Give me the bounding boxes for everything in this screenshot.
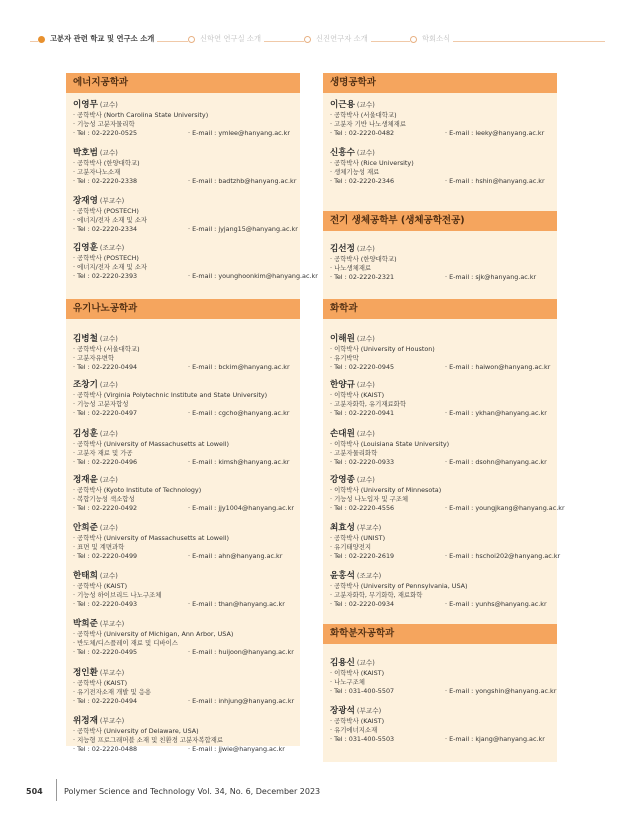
faculty-name-text: 장재영 [73,196,98,206]
faculty-email[interactable]: · E-mail : inhjung@hanyang.ac.kr [188,697,295,706]
faculty-tel: · Tel : 02-2220-0499 [73,552,138,561]
faculty-contact [73,363,297,372]
faculty-name [73,147,297,159]
faculty-tel: · Tel : 02-2220-0933 [330,458,395,467]
journal-citation: Polymer Science and Technology Vol. 34, No. 6, December 2023 [64,787,321,796]
faculty-tel: · Tel : 02-2220-0497 [73,409,138,418]
department-header: 에너지공학과 [66,73,300,93]
faculty-email[interactable]: · E-mail : hschoi202@hanyang.ac.kr [445,552,561,561]
faculty-contact [73,745,297,754]
faculty-name [330,147,554,159]
faculty-degree: · 공학박사 (Virginia Polytechnic Institute and State University) [73,391,268,399]
faculty-contact [330,129,554,138]
faculty-tel: · Tel : 02-2220-0494 [73,697,138,706]
faculty-entry [330,428,554,468]
nav-bullet-icon [410,36,417,43]
nav-bullet-icon [38,36,45,43]
faculty-entry [330,705,554,745]
faculty-rank: (교수) [356,430,375,438]
section-nav [0,33,622,47]
faculty-name-text: 강영종 [330,475,355,485]
faculty-rank: (교수) [99,524,118,532]
faculty-field: · 유기에너지소재 [330,726,378,735]
faculty-name [73,242,297,254]
faculty-contact [330,735,554,744]
faculty-tel: · Tel : 02-2220-0493 [73,600,138,609]
faculty-contact [73,225,297,234]
faculty-contact [73,600,297,609]
faculty-degree: · 공학박사 (KAIST) [73,582,128,590]
faculty-entry [330,570,554,610]
faculty-rank: (교수) [356,149,375,157]
faculty-email[interactable]: · E-mail : haiwon@hanyang.ac.kr [445,363,551,372]
faculty-email[interactable]: · E-mail : dsohn@hanyang.ac.kr [445,458,547,467]
faculty-rank: (부교수) [356,707,382,715]
department-header: 생명공학과 [323,73,557,93]
faculty-field: · 고분자나노소재 [73,168,121,177]
faculty-tel: · Tel : 02-2220-0945 [330,363,395,372]
faculty-email[interactable]: · E-mail : jjwie@hanyang.ac.kr [188,745,285,754]
faculty-name-text: 김선정 [330,244,355,254]
faculty-tel: · Tel : 02-2220-0941 [330,409,395,418]
faculty-contact [330,273,554,282]
faculty-name [73,195,297,207]
faculty-name [330,379,554,391]
faculty-contact [330,458,554,467]
faculty-name [73,99,297,111]
faculty-name-text: 이근용 [330,100,355,110]
faculty-tel: · Tel : 02-2220-2393 [73,272,138,281]
faculty-entry [73,618,297,658]
faculty-tel: · Tel : 02-2220-2334 [73,225,138,234]
faculty-name-text: 박희준 [73,619,98,629]
faculty-name-text: 김영훈 [73,243,98,253]
faculty-degree: · 공학박사 (한양대학교) [330,255,397,263]
faculty-contact [73,697,297,706]
faculty-name-text: 위정재 [73,716,98,726]
faculty-degree: · 공학박사 (POSTECH) [73,254,139,262]
faculty-name-text: 이영무 [73,100,98,110]
faculty-rank: (교수) [356,381,375,389]
faculty-field: · 지능형 프로그래머블 소재 및 친환경 고분자복합재료 [73,736,224,745]
faculty-degree: · 공학박사 (University of Massachusetts at Lowell) [73,534,230,542]
faculty-contact [330,552,561,561]
faculty-degree: · 공학박사 (North Carolina State University) [73,111,209,119]
faculty-email[interactable]: · E-mail : jyjang15@hanyang.ac.kr [188,225,298,234]
faculty-rank: (교수) [356,101,375,109]
left-column [66,73,318,754]
faculty-degree: · 이학박사 (KAIST) [330,669,385,677]
faculty-name [330,243,554,255]
faculty-name [330,705,554,717]
faculty-name-text: 손대원 [330,429,355,439]
department-header: 화학과 [323,299,557,319]
faculty-rank: (조교수) [99,244,125,252]
faculty-entry [73,428,297,468]
faculty-contact [330,687,557,696]
faculty-email[interactable]: · E-mail : yunhs@hanyang.ac.kr [445,600,547,609]
faculty-email[interactable]: · E-mail : ahn@hanyang.ac.kr [188,552,283,561]
faculty-rank: (교수) [99,101,118,109]
faculty-rank: (교수) [99,335,118,343]
faculty-degree: · 공학박사 (Kyoto Institute of Technology) [73,486,202,494]
faculty-name-text: 한양규 [330,380,355,390]
faculty-name-text: 김병철 [73,334,98,344]
faculty-entry [73,242,318,282]
faculty-email[interactable]: · E-mail : huijoon@hanyang.ac.kr [188,648,294,657]
faculty-field: · 표면 및 계면과학 [73,543,125,552]
faculty-email[interactable]: · E-mail : kimsh@hanyang.ac.kr [188,458,290,467]
faculty-email[interactable]: · E-mail : cgcho@hanyang.ac.kr [188,409,290,418]
faculty-field: · 기능성 고분자물리학 [73,120,135,129]
faculty-entry [330,474,565,514]
faculty-tel: · Tel : 02-2220-0492 [73,504,138,513]
faculty-entry [330,147,554,187]
nav-label: 신학연 연구실 소개 [200,34,262,43]
faculty-contact [330,409,554,418]
faculty-name [330,428,554,440]
faculty-contact [73,458,297,467]
faculty-name [73,474,297,486]
faculty-name [73,522,297,534]
faculty-name-text: 한태희 [73,571,98,581]
faculty-name-text: 정인환 [73,668,98,678]
nav-item-news[interactable] [410,34,453,44]
faculty-field: · 유기태양전지 [330,543,372,552]
faculty-field: · 기능성 하이브리드 나노구조체 [73,591,162,600]
faculty-name [330,333,554,345]
faculty-name [330,522,554,534]
faculty-email[interactable]: · E-mail : badtzhb@hanyang.ac.kr [188,177,297,186]
department-header: 전기 생체공학부 (생체공학전공) [323,211,557,231]
faculty-name-text: 김용신 [330,658,355,668]
nav-item-labs[interactable] [188,34,264,44]
faculty-tel: · Tel : 02-2220-0494 [73,363,138,372]
faculty-tel: · Tel : 02-2220-2321 [330,273,395,282]
faculty-name [73,428,297,440]
faculty-contact [330,363,554,372]
faculty-tel: · Tel : 02-2220-0496 [73,458,138,467]
faculty-name-text: 안희준 [73,523,98,533]
faculty-rank: (교수) [99,381,118,389]
faculty-name-text: 장광석 [330,706,355,716]
nav-label: 신진연구자 소개 [316,34,368,43]
faculty-contact [73,552,297,561]
nav-item-researchers[interactable] [304,34,371,44]
faculty-field: · 고분자화학, 무기화학, 재료화학 [330,591,423,600]
faculty-rank: (교수) [99,430,118,438]
faculty-degree: · 공학박사 (POSTECH) [73,207,139,215]
page-number: 504 [26,787,43,796]
faculty-field: · 고분자유변학 [73,354,115,363]
faculty-degree: · 공학박사 (Rice University) [330,159,414,167]
faculty-field: · 유기전자소재 개발 및 응용 [73,688,152,697]
faculty-degree: · 공학박사 (UNIST) [330,534,386,542]
faculty-degree: · 공학박사 (한양대학교) [73,159,140,167]
faculty-contact [73,409,297,418]
faculty-name-text: 정재윤 [73,475,98,485]
faculty-field: · 고분자화학, 유기재료화학 [330,400,407,409]
faculty-contact [73,272,318,281]
faculty-entry [330,243,554,283]
faculty-tel: · Tel : 02-2220-0495 [73,648,138,657]
faculty-rank: (교수) [99,149,118,157]
faculty-tel: · Tel : 02-2220-0934 [330,600,395,609]
faculty-rank: (부교수) [99,717,125,725]
faculty-field: · 기능성 고분자합성 [73,400,129,409]
faculty-entry [73,195,297,235]
faculty-entry [330,333,554,373]
faculty-rank: (부교수) [99,197,125,205]
faculty-email[interactable]: · E-mail : younghoonkim@hanyang.ac.kr [188,272,318,281]
faculty-rank: (교수) [356,659,375,667]
faculty-field: · 나노구조체 [330,678,365,687]
faculty-entry [73,522,297,562]
faculty-field: · 나노생체재료 [330,264,372,273]
faculty-name [73,333,297,345]
faculty-email[interactable]: · E-mail : leeky@hanyang.ac.kr [445,129,545,138]
nav-bullet-icon [188,36,195,43]
faculty-rank: (교수) [356,335,375,343]
faculty-field: · 기능성 나노입자 및 구조체 [330,495,409,504]
faculty-name-text: 윤홍석 [330,571,355,581]
faculty-name-text: 최효성 [330,523,355,533]
department-header: 화학분자공학과 [323,624,557,644]
faculty-email[interactable]: · E-mail : youngjkang@hanyang.ac.kr [445,504,565,513]
faculty-field: · 에너지/전자 소재 및 소자 [73,263,148,272]
faculty-degree: · 공학박사 (University of Massachusetts at Lowell) [73,440,230,448]
faculty-name-text: 조창기 [73,380,98,390]
faculty-name-text: 이해원 [330,334,355,344]
footer-divider [56,779,57,801]
faculty-field: · 고분자 기반 나노생체재료 [330,120,407,129]
faculty-contact [73,648,297,657]
faculty-entry [73,379,297,419]
left-panel [66,73,318,754]
faculty-contact [73,177,297,186]
faculty-name-text: 신흥수 [330,148,355,158]
faculty-field: · 생체기능성 재료 [330,168,380,177]
faculty-tel: · Tel : 02-2220-4556 [330,504,395,513]
faculty-entry [73,474,297,514]
faculty-degree: · 이학박사 (University of Minnesota) [330,486,442,494]
faculty-degree: · 이학박사 (University of Houston) [330,345,435,353]
faculty-rank: (부교수) [356,524,382,532]
faculty-rank: (교수) [356,476,375,484]
faculty-name-text: 박호범 [73,148,98,158]
faculty-name [73,570,297,582]
faculty-name [73,667,297,679]
department-header: 유기나노공학과 [66,299,300,319]
faculty-email[interactable]: · E-mail : ykhan@hanyang.ac.kr [445,409,547,418]
faculty-tel: · Tel : 02-2220-0525 [73,129,138,138]
right-column [323,73,565,762]
faculty-entry [330,379,554,419]
faculty-contact [330,600,554,609]
faculty-degree: · 이학박사 (Louisiana State University) [330,440,450,448]
faculty-tel: · Tel : 02-2220-0488 [73,745,138,754]
faculty-tel: · Tel : 031-400-5503 [330,735,395,744]
faculty-degree: · 공학박사 (서울대학교) [330,111,397,119]
faculty-name [73,379,297,391]
faculty-contact [330,504,565,513]
nav-bullet-icon [304,36,311,43]
faculty-name [73,618,297,630]
faculty-degree: · 공학박사 (KAIST) [330,717,385,725]
faculty-email[interactable]: · E-mail : bckim@hanyang.ac.kr [188,363,290,372]
faculty-email[interactable]: · E-mail : ymlee@hanyang.ac.kr [188,129,290,138]
faculty-contact [73,504,297,513]
faculty-email[interactable]: · E-mail : hshin@hanyang.ac.kr [445,177,545,186]
faculty-degree: · 공학박사 (University of Pennsylvania, USA) [330,582,468,590]
faculty-field: · 반도체/디스플레이 재료 및 디바이스 [73,639,178,648]
faculty-entry [73,667,297,707]
faculty-contact [330,177,554,186]
faculty-field: · 고분자 재료 및 가공 [73,449,133,458]
faculty-email[interactable]: · E-mail : than@hanyang.ac.kr [188,600,285,609]
faculty-name [330,657,554,669]
faculty-email[interactable]: · E-mail : jjy1004@hanyang.ac.kr [188,504,294,513]
faculty-entry [73,570,297,610]
faculty-tel: · Tel : 02-2220-0482 [330,129,395,138]
faculty-field: · 유기박막 [330,354,359,363]
faculty-rank: (조교수) [356,572,382,580]
faculty-rank: (교수) [356,245,375,253]
faculty-email[interactable]: · E-mail : sjk@hanyang.ac.kr [445,273,537,282]
faculty-degree: · 공학박사 (서울대학교) [73,345,140,353]
faculty-field: · 복합기능성 색소합성 [73,495,135,504]
faculty-degree: · 공학박사 (KAIST) [73,679,128,687]
faculty-field: · 고분자물리화학 [330,449,378,458]
nav-label: 고분자 관련 학교 및 연구소 소개 [50,34,155,43]
faculty-entry [73,99,297,139]
faculty-entry [330,657,557,697]
faculty-entry [73,333,297,373]
faculty-tel: · Tel : 031-400-5507 [330,687,395,696]
faculty-field: · 에너지/전자 소재 및 소자 [73,216,148,225]
faculty-name-text: 김성훈 [73,429,98,439]
faculty-tel: · Tel : 02-2220-2346 [330,177,395,186]
faculty-degree: · 공학박사 (University of Delaware, USA) [73,727,199,735]
faculty-name [330,99,554,111]
nav-label: 학회소식 [422,34,451,43]
faculty-entry [73,715,297,755]
faculty-rank: (부교수) [99,620,125,628]
faculty-entry [330,522,561,562]
faculty-entry [330,99,554,139]
faculty-rank: (부교수) [99,669,125,677]
faculty-degree: · 이학박사 (KAIST) [330,391,385,399]
faculty-contact [73,129,297,138]
right-panel [323,73,565,762]
faculty-rank: (교수) [99,476,118,484]
faculty-name [330,570,554,582]
faculty-email[interactable]: · E-mail : yongshin@hanyang.ac.kr [445,687,557,696]
faculty-tel: · Tel : 02-2220-2338 [73,177,138,186]
faculty-name [73,715,297,727]
nav-item-schools[interactable] [38,34,157,44]
faculty-entry [73,147,297,187]
faculty-tel: · Tel : 02-2220-2619 [330,552,395,561]
faculty-rank: (교수) [99,572,118,580]
faculty-name [330,474,554,486]
faculty-degree: · 공학박사 (University of Michigan, Ann Arbor, USA) [73,630,234,638]
faculty-email[interactable]: · E-mail : kjang@hanyang.ac.kr [445,735,545,744]
